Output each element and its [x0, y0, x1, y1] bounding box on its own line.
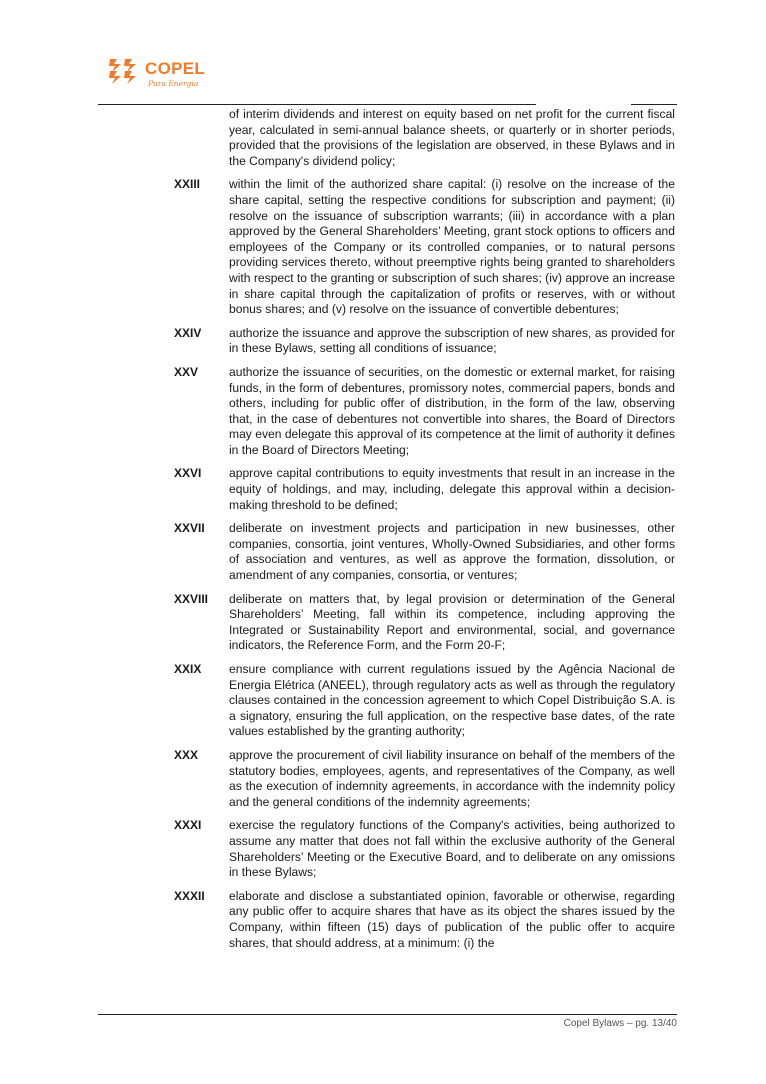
continuation-paragraph [0, 107, 766, 169]
list-item [0, 818, 766, 880]
paragraph-text: of interim dividends and interest on equity based on net profit for the current fiscal year, calculated in semi-annual balance sheets, or quarterly or in shorter periods, provided that the provisions of the legislation are observed, in these Bylaws and in the Company's dividend policy; [229, 107, 675, 168]
list-item [0, 889, 766, 951]
item-text: within the limit of the authorized share capital: (i) resolve on the increase of the share capital, setting the respective conditions for subscription and payment; (ii) resolve on the issuance of subscription warrants; (iii) in accordance with a plan approved by the General Shareholders’ Meeting, grant stock options to officers and employees of the Company or its controlled companies, or to natural persons providing services thereto, without preemptive rights being granted to shareholders with respect to the granting or subscription of such shares; (iv) approve an increase in share capital through the capitalization of profits or reserves, with or without bonus shares; and (v) resolve on the issuance of convertible debentures; [229, 177, 675, 317]
item-number: XXIV [174, 325, 202, 340]
item-number: XXXI [174, 818, 202, 833]
company-logo [108, 54, 228, 94]
document-body [0, 107, 766, 959]
item-number: XXVI [174, 466, 202, 481]
logo-name: COPEL [145, 59, 206, 78]
list-item [0, 662, 766, 740]
item-number: XXIX [174, 662, 202, 676]
item-text: deliberate on matters that, by legal provision or determination of the General Shareholders’ Meeting, fall within its competence, including approving the Integrated or Sustainability Report and environmental, social, and governance indicators, the Reference Form, and the Form 20-F; [229, 591, 675, 653]
item-text: approve capital contributions to equity investments that result in an increase in the equity of holdings, and may, including, delegate this approval within a decision-making threshold to be defined; [229, 466, 675, 512]
logo-tagline: Pura Energia [148, 79, 199, 88]
list-item [0, 177, 766, 317]
header-divider-right [631, 104, 677, 105]
item-number: XXIII [174, 177, 201, 192]
item-text: ensure compliance with current regulations issued by the Agência Nacional de Energia Elétrica (ANEEL), through regulatory acts as well as through the regulatory clauses contained in the concession agreement to which Copel Distribuição S.A. is a signatory, ensuring the full application, on the respective base dates, of the rate values established by the granting authority; [229, 662, 675, 739]
item-text: authorize the issuance and approve the subscription of new shares, as provided for in these Bylaws, setting all conditions of issuance; [229, 325, 675, 356]
item-text: approve the procurement of civil liability insurance on behalf of the members of the statutory bodies, employees, agents, and representatives of the Company, as well as the execution of indemnity agreements, in accordance with the indemnity policy and the general conditions of the indemnity agreements; [229, 747, 675, 809]
item-text: elaborate and disclose a substantiated opinion, favorable or otherwise, regarding any public offer to acquire shares that have as its object the shares issued by the Company, within fifteen (15) days of publication of the public offer to acquire shares, that should address, at a minimum: (i) the [229, 888, 675, 950]
item-number: XXV [174, 364, 199, 379]
footer-divider [98, 1014, 677, 1015]
header-divider [98, 104, 536, 105]
item-text: exercise the regulatory functions of the Company's activities, being authorized to assume any matter that does not fall within the exclusive authority of the General Shareholders’ Meeting or the Executive Board, and to deliberate on any omissions in these Bylaws; [229, 818, 675, 880]
list-item [0, 466, 766, 513]
copel-logo-icon [108, 56, 140, 86]
item-number: XXXII [174, 888, 205, 903]
item-text: deliberate on investment projects and participation in new businesses, other companies, consortia, joint ventures, Wholly-Owned Subsidiaries, and other forms of association and ventures, as well as approve the formation, dissolution, or amendment of any companies, consortia, or ventures; [229, 521, 675, 583]
item-text: authorize the issuance of securities, on the domestic or external market, for raising funds, in the form of debentures, promissory notes, commercial papers, bonds and others, including for public offer of distribution, in the form of the law, observing that, in the case of debentures not convertible into shares, the Board of Directors may even delegate this approval of its competence at the limit of authority it defines in the Board of Directors Meeting; [229, 364, 675, 457]
list-item [0, 326, 766, 357]
page-footer: Copel Bylaws – pg. 13/40 [563, 1018, 677, 1029]
list-item [0, 365, 766, 459]
item-number: XXVIII [174, 591, 209, 606]
list-item [0, 592, 766, 654]
item-number: XXX [174, 747, 199, 762]
item-number: XXVII [174, 521, 205, 536]
list-item [0, 748, 766, 810]
list-item [0, 521, 766, 583]
